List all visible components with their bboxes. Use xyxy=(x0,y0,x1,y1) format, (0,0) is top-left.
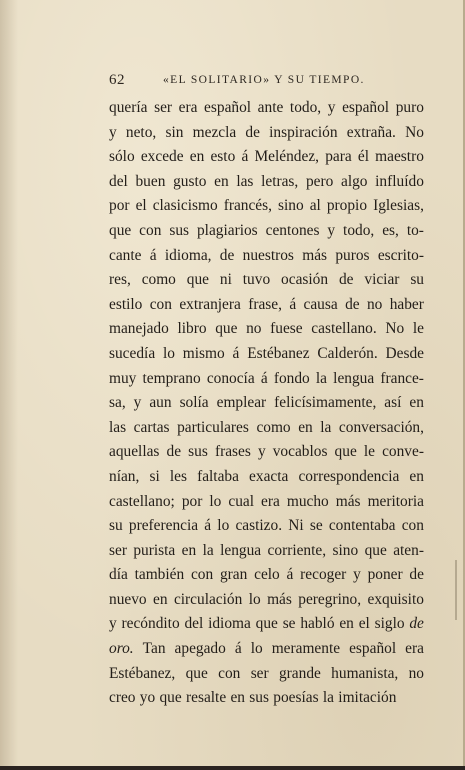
text-line: castellano; por lo cual era mucho más meritoria xyxy=(109,492,424,510)
text-line: y neto, sin mezcla de inspiración extraña. No xyxy=(109,123,424,141)
spine-shadow xyxy=(0,0,18,766)
text-line: ser purista en la lengua corriente, sino que aten- xyxy=(109,541,424,559)
text-line: Estébanez, que con ser grande humanista, no xyxy=(109,664,424,682)
text-line: cante á idioma, de nuestros más puros escrito- xyxy=(109,246,424,264)
body-text xyxy=(109,96,424,711)
text-line: nían, si les faltaba exacta correspondencia en xyxy=(109,467,424,485)
text-line: aquellas de sus frases y vocablos que le conve- xyxy=(109,443,424,461)
page-number: 62 xyxy=(109,72,125,88)
text-line: y recóndito del idioma que se habló en el siglo de xyxy=(109,615,424,633)
text-line: estilo con extranjera frase, á causa de no haber xyxy=(109,295,424,313)
text-line: nuevo en circulación lo más peregrino, exquisito xyxy=(109,590,424,608)
text-line: oro. Tan apegado á lo meramente español era xyxy=(109,640,424,658)
running-title: «EL SOLITARIO» Y SU TIEMPO. xyxy=(163,74,365,86)
text-line: su preferencia á lo castizo. Ni se contentaba con xyxy=(109,517,424,535)
page-edge-mark xyxy=(455,560,457,620)
text-line: por el clasicismo francés, sino al propio Iglesias, xyxy=(109,197,424,215)
text-line: quería ser era español ante todo, y español puro xyxy=(109,99,424,116)
text-line: sa, y aun solía emplear felicísimamente, así en xyxy=(109,394,424,412)
text-line: sucedía lo mismo á Estébanez Calderón. Desde xyxy=(109,344,424,362)
text-line: del buen gusto en las letras, pero algo influído xyxy=(109,172,424,190)
text-line: res, como que ni tuvo ocasión de viciar su xyxy=(109,271,424,289)
text-line: muy temprano conocía á fondo la lengua france- xyxy=(109,369,424,387)
text-line: creo yo que resalte en sus poesías la imitación xyxy=(109,689,397,707)
running-head xyxy=(109,72,429,92)
text-line: sólo excede en esto á Meléndez, para él maestro xyxy=(109,148,424,166)
text-line: manejado libro que no fuese castellano. No le xyxy=(109,320,424,338)
text-line: día también con gran celo á recoger y poner de xyxy=(109,566,424,584)
text-line: las cartas particulares como en la conversación, xyxy=(109,418,424,436)
text-line: que con sus plagiarios centones y todo, es, to- xyxy=(109,221,424,239)
